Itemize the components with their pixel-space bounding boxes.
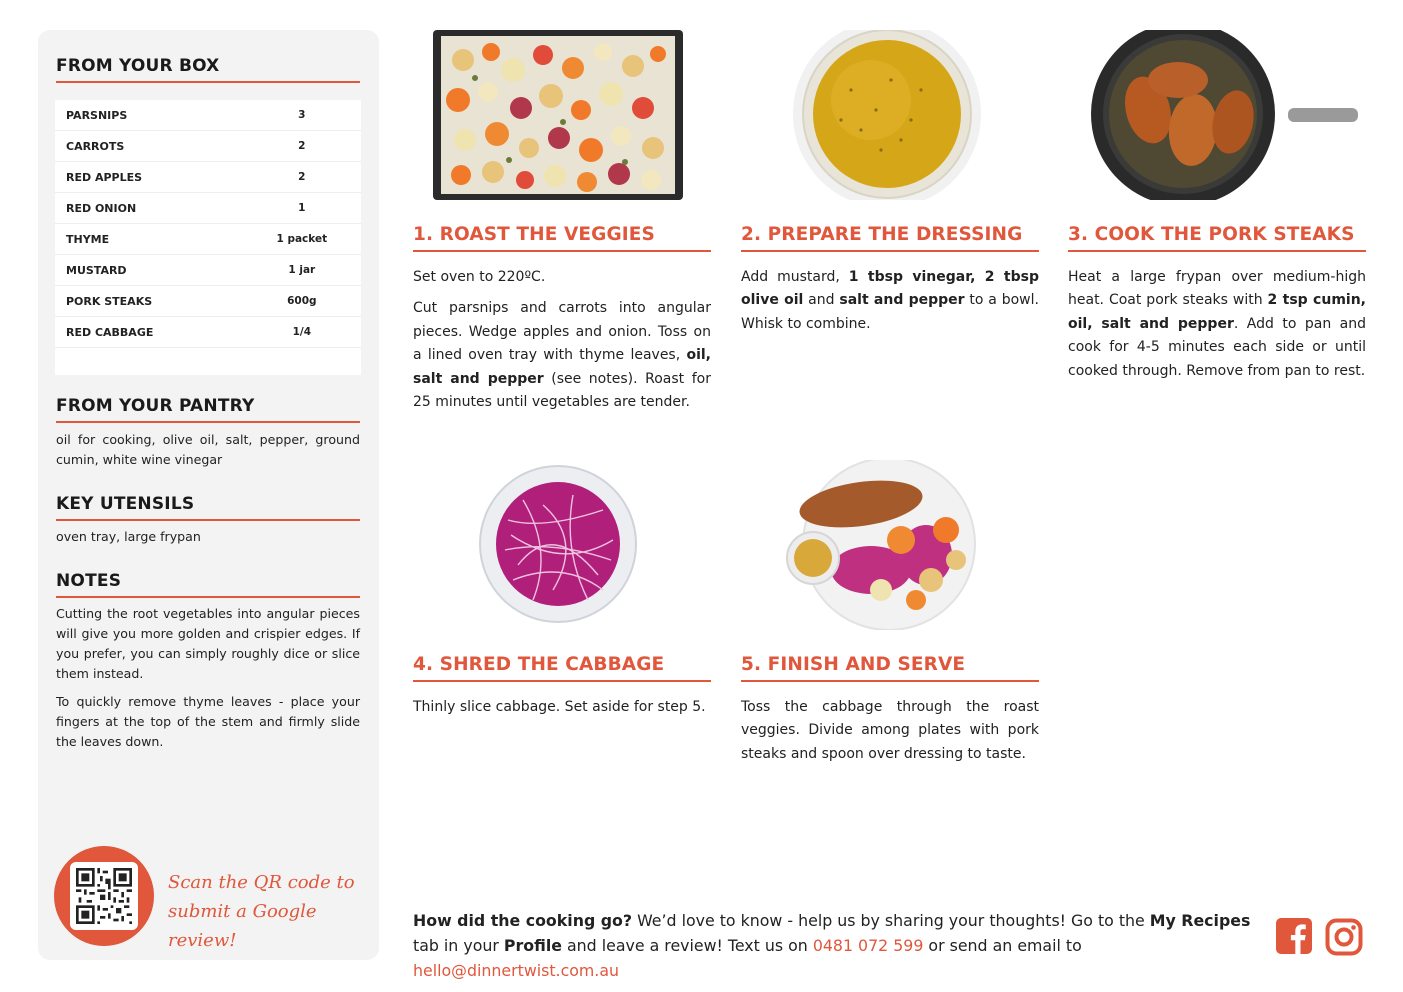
notes-paragraph-2: To quickly remove thyme leaves - place your fingers at the top of the stem and firmly slide the leaves down. [56, 694, 360, 749]
step-2-text-bold-2: salt and pepper [839, 292, 965, 309]
key-utensils-title: KEY UTENSILS [56, 494, 360, 521]
dressing-photo [741, 30, 1039, 200]
sidebar [38, 30, 379, 960]
notes-text [56, 604, 360, 752]
from-your-pantry-title: FROM YOUR PANTRY [56, 396, 360, 423]
step-5 [741, 460, 1039, 762]
step-3-text [1068, 266, 1366, 383]
step-4-title: 4. SHRED THE CABBAGE [413, 654, 711, 682]
ingredient-name: RED CABBAGE [66, 325, 154, 339]
pantry-text: oil for cooking, olive oil, salt, pepper, ground cumin, white wine vinegar [56, 432, 360, 467]
facebook-icon[interactable] [1276, 918, 1314, 956]
ingredient-row [55, 255, 361, 286]
from-your-box-title: FROM YOUR BOX [56, 56, 360, 83]
footer-text-4: or send an email to [923, 936, 1082, 955]
step-2-paragraph [741, 266, 1039, 336]
step-2-text-e: to a bowl. Whisk to combine. [741, 292, 1039, 332]
step-1-text-a: Cut parsnips and carrots into angular pieces. Wedge apples and onion. Toss on a lined oven tray with thyme leaves, [413, 300, 711, 364]
ingredient-row [55, 193, 361, 224]
ingredient-name: THYME [66, 232, 110, 246]
ingredients-table [55, 100, 361, 375]
ingredient-row [55, 224, 361, 255]
instagram-icon[interactable] [1325, 918, 1363, 956]
pork-steaks-photo [1068, 30, 1366, 200]
ingredient-qty: 1 [298, 202, 306, 214]
step-2-text [741, 266, 1039, 336]
shredded-cabbage-photo [413, 460, 711, 630]
step-2-text-c: and [803, 292, 840, 309]
ingredient-qty: 1 jar [288, 264, 316, 276]
step-1 [413, 30, 711, 411]
roast-veggies-photo [413, 30, 711, 200]
step-3 [1068, 30, 1366, 379]
step-4 [413, 460, 711, 715]
step-2 [741, 30, 1040, 332]
step-3-paragraph [1068, 266, 1366, 383]
footer-text-1: We’d love to know - help us by sharing your thoughts! Go to the [632, 911, 1150, 930]
ingredient-name: RED APPLES [66, 170, 143, 184]
ingredient-name: PARSNIPS [66, 108, 128, 122]
ingredient-qty: 600g [287, 295, 317, 307]
ingredient-row [55, 162, 361, 193]
ingredient-row [55, 286, 361, 317]
phone-link[interactable]: 0481 072 599 [812, 936, 924, 955]
ingredient-qty: 1/4 [292, 326, 312, 338]
ingredient-row [55, 317, 361, 348]
ingredient-qty: 1 packet [276, 233, 328, 245]
email-link[interactable]: hello@dinnertwist.com.au [413, 961, 620, 980]
notes-title: NOTES [56, 571, 360, 598]
ingredient-row [55, 100, 361, 131]
profile-link[interactable]: Profile [503, 936, 562, 955]
qr-badge[interactable] [54, 846, 154, 946]
ingredient-name: MUSTARD [66, 263, 127, 277]
step-1-title: 1. ROAST THE VEGGIES [413, 224, 711, 252]
step-4-text: Thinly slice cabbage. Set aside for step 5. [413, 699, 706, 715]
step-5-title: 5. FINISH AND SERVE [741, 654, 1039, 682]
ingredient-qty: 3 [298, 109, 306, 121]
finished-dish-photo [741, 460, 1039, 630]
ingredient-row [55, 131, 361, 162]
step-2-text-a: Add mustard, [741, 269, 849, 285]
footer-question: How did the cooking go? [413, 911, 633, 930]
step-2-title: 2. PREPARE THE DRESSING [741, 224, 1039, 252]
ingredient-name: RED ONION [66, 201, 137, 215]
step-3-text-a: Heat a large frypan over medium-high heat. Coat pork steaks with [1068, 269, 1366, 309]
step-5-text: Toss the cabbage through the roast veggies. Divide among plates with pork steaks and spoon over dressing to taste. [741, 699, 1039, 762]
qr-cta-line-1: Scan the QR code to [168, 872, 355, 893]
my-recipes-link[interactable]: My Recipes [1149, 911, 1251, 930]
footer-text-3: and leave a review! Text us on [561, 936, 813, 955]
qr-cta-line-2: submit a Google review! [168, 901, 317, 951]
step-1-text-c: (see notes). Roast for 25 minutes until vegetables are tender. [413, 370, 711, 411]
qr-call-to-action [168, 868, 368, 955]
utensils-text: oven tray, large frypan [56, 529, 201, 544]
notes-paragraph-1: Cutting the root vegetables into angular pieces will give you more golden and crispier edges. If you prefer, you can simply roughly dice or slice them instead. [56, 606, 360, 681]
qr-code-icon [76, 868, 132, 924]
ingredient-name: PORK STEAKS [66, 294, 153, 308]
feedback-footer [413, 908, 1253, 983]
step-1-text-bold: oil, salt and pepper [413, 347, 711, 387]
ingredient-qty: 2 [298, 140, 306, 152]
qr-code[interactable] [70, 862, 138, 930]
ingredient-name: CARROTS [66, 139, 125, 153]
footer-text-2: tab in your [413, 936, 504, 955]
step-3-text-c: . Add to pan and cook for 4-5 minutes each side or until cooked through. Remove from pan to rest. [1068, 315, 1366, 379]
step-3-text-bold: 2 tsp cumin, oil, salt and pepper [1068, 292, 1366, 332]
step-3-title: 3. COOK THE PORK STEAKS [1068, 224, 1366, 252]
step-1-paragraph-1: Set oven to 220ºC. [413, 269, 546, 285]
step-1-paragraph-2 [413, 297, 711, 414]
step-1-text [413, 266, 711, 414]
ingredient-qty: 2 [298, 171, 306, 183]
step-2-text-bold-1: 1 tbsp vinegar, 2 tbsp olive oil [741, 269, 1040, 309]
